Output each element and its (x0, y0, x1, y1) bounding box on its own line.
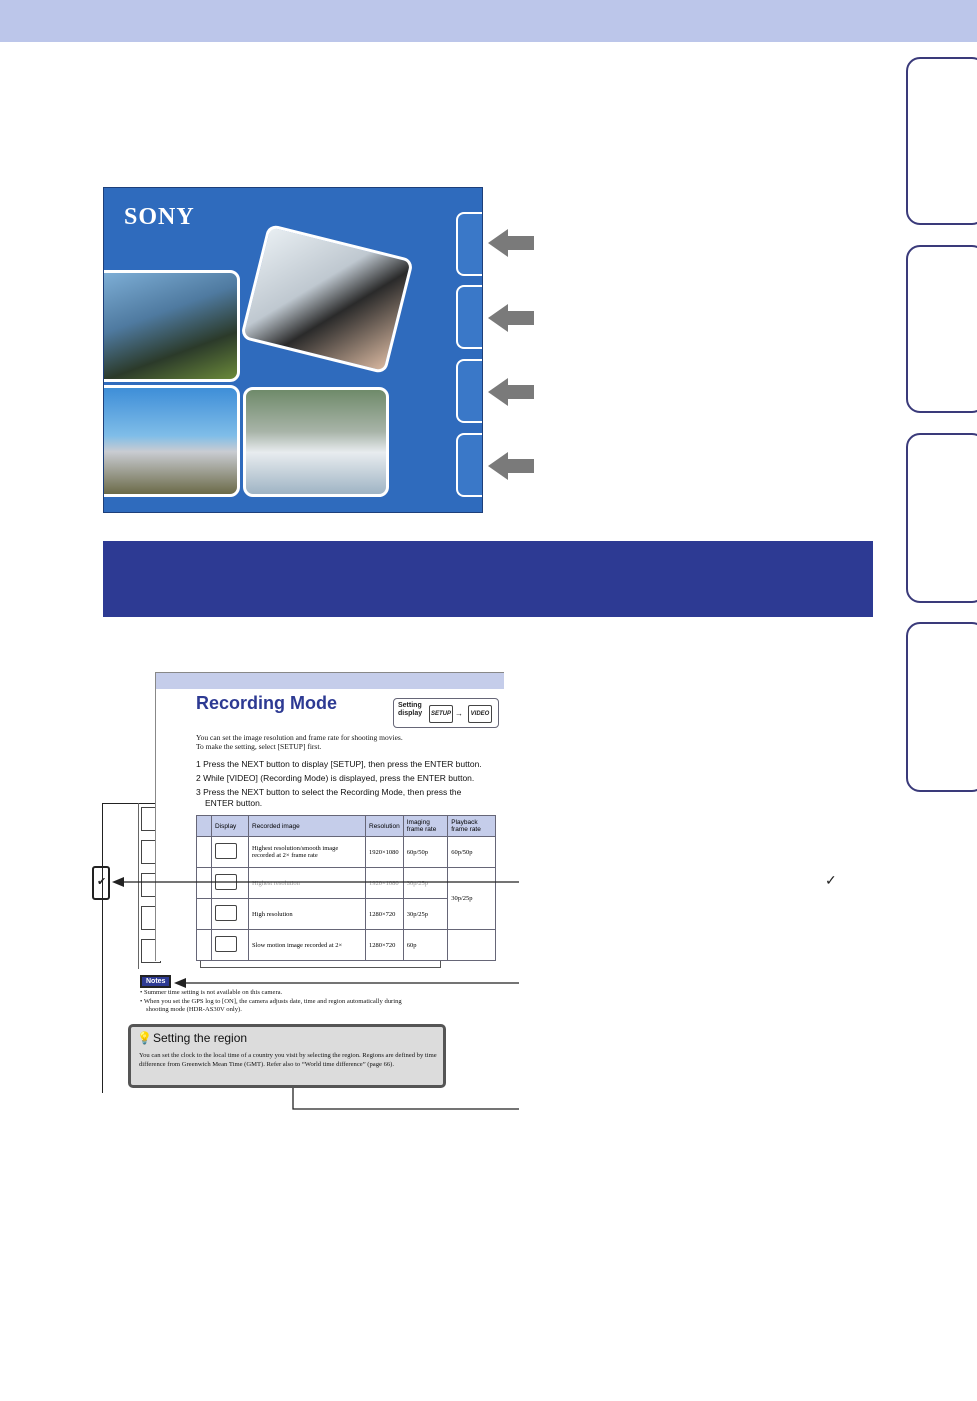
notes-label: Notes (140, 975, 171, 988)
arrow-right-icon: → (455, 709, 463, 718)
lcd-video-icon: VIDEO (468, 705, 492, 723)
table-cell: 60p (403, 930, 448, 961)
intro-line: To make the setting, select [SETUP] first. (196, 742, 322, 751)
pointer-arrowhead-icon (174, 978, 186, 988)
setting-display-label: Setting display (398, 702, 423, 717)
table-cell: Highest resolution (249, 868, 366, 899)
table-header: Display (212, 816, 249, 837)
step-3-cont: ENTER button. (205, 798, 263, 808)
table-cell: 1280×720 (366, 899, 404, 930)
hint-text: You can set the clock to the local time of a country you visit by selecting the region. Regions are defined by time difference from Greenwich Mean Time (GMT). Refer also to “World time difference” (page 66). (139, 1052, 437, 1068)
table-cell: 30p/25p (403, 899, 448, 930)
intro-line: You can set the image resolution and frame rate for shooting movies. (196, 733, 403, 742)
table-cell: 30p/25p (403, 868, 448, 899)
pointer-line-hint (293, 1088, 519, 1109)
table-header: Playback frame rate (448, 816, 496, 837)
pointer-arrowhead-icon (112, 877, 124, 887)
sample-page-title: Recording Mode (196, 693, 338, 713)
table-cell: Highest resolution/smooth image recorded at 2× frame rate (249, 837, 366, 868)
table-header: Resolution (366, 816, 404, 837)
check-mark-icon: ✔ (97, 876, 107, 888)
table-cell: High resolution (249, 899, 366, 930)
note-item: • Summer time setting is not available on this camera. (140, 989, 283, 996)
table-header: Imaging frame rate (403, 816, 448, 837)
step-2: 2 While [VIDEO] (Recording Mode) is displayed, press the ENTER button. (196, 773, 475, 783)
table-cell: 1920×1080 (366, 868, 404, 899)
step-1: 1 Press the NEXT button to display [SETUP], then press the ENTER button. (196, 759, 482, 769)
table-cell: 60p/50p (403, 837, 448, 868)
table-cell: 30p/25p (448, 868, 496, 930)
table-cell: 60p/50p (448, 837, 496, 868)
lightbulb-icon: 💡 (137, 1031, 152, 1045)
table-cell: Slow motion image recorded at 2× (249, 930, 366, 961)
note-item: • When you set the GPS log to [ON], the camera adjusts date, time and region automatically during (140, 997, 402, 1005)
hint-title: Setting the region (153, 1031, 248, 1045)
table-cell: 1280×720 (366, 930, 404, 961)
note-item: shooting mode (HDR-AS30V only). (146, 1006, 242, 1013)
lcd-setup-icon: SETUP (429, 705, 453, 723)
sony-logo: SONY (124, 204, 195, 230)
step-3: 3 Press the NEXT button to select the Recording Mode, then press the (196, 787, 462, 797)
table-cell: 1920×1080 (366, 837, 404, 868)
table-header: Recorded image (249, 816, 366, 837)
check-mark-icon: ✓ (825, 872, 837, 888)
